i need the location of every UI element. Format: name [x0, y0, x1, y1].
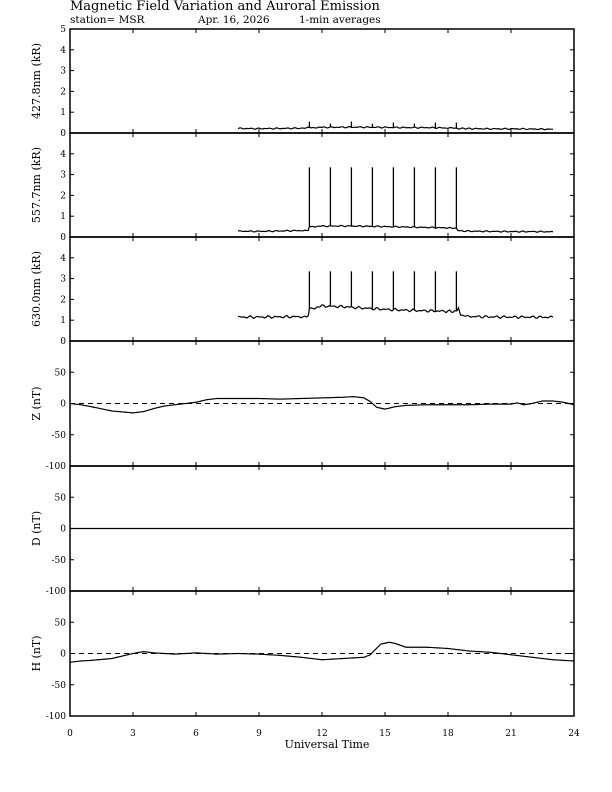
x-tick-label: 9	[256, 729, 262, 739]
x-tick-label: 0	[67, 729, 73, 739]
y-tick-label: 0	[60, 399, 66, 410]
y-axis-label: 427.8nm (kR)	[30, 42, 43, 120]
y-tick-label: 3	[60, 170, 66, 181]
panel-Z	[30, 341, 574, 472]
chart-title: Magnetic Field Variation and Auroral Emission	[70, 0, 380, 14]
y-tick-label: 0	[60, 129, 66, 139]
x-tick-label: 21	[505, 729, 517, 739]
y-tick-label: 0	[60, 337, 66, 347]
y-tick-label: 50	[54, 368, 66, 379]
panel-557.7nm	[30, 133, 574, 243]
y-tick-label: 4	[60, 253, 66, 264]
x-axis-label: Universal Time	[284, 738, 370, 751]
y-tick-label: 0	[60, 524, 66, 535]
x-tick-label: 3	[130, 729, 136, 739]
y-axis-label: 630.0nm (kR)	[30, 250, 43, 328]
y-axis-label: 557.7nm (kR)	[30, 146, 43, 224]
data-series-line	[70, 642, 574, 662]
y-tick-label: 3	[60, 66, 66, 77]
y-tick-label: 0	[60, 233, 66, 243]
data-series-line	[70, 397, 574, 413]
y-axis-label: Z (nT)	[30, 386, 43, 421]
panel-D	[30, 466, 574, 597]
date-label: Apr. 16, 2026	[198, 14, 270, 26]
data-series-line	[238, 305, 553, 319]
station-label: station= MSR	[70, 14, 145, 26]
y-tick-label: 5	[60, 25, 66, 35]
y-tick-label: -50	[51, 430, 66, 441]
panels	[30, 25, 574, 722]
y-axis-label: D (nT)	[30, 510, 43, 547]
y-tick-label: 50	[54, 493, 66, 504]
y-tick-label: 1	[60, 108, 66, 119]
panel-H	[30, 591, 574, 722]
panel-frame	[70, 133, 574, 237]
y-tick-label: 1	[60, 316, 66, 327]
y-tick-label: -50	[51, 680, 66, 691]
y-tick-label: 2	[60, 87, 66, 98]
data-series-line	[238, 225, 553, 232]
y-tick-label: -50	[51, 555, 66, 566]
x-tick-label: 12	[316, 729, 328, 739]
panel-frame	[70, 29, 574, 133]
y-tick-label: 2	[60, 191, 66, 202]
panel-427.8nm	[30, 25, 574, 139]
y-tick-label: 3	[60, 274, 66, 285]
y-tick-label: -100	[45, 587, 66, 597]
x-tick-label: 18	[442, 729, 454, 739]
panel-630.0nm	[30, 237, 574, 347]
y-tick-label: 4	[60, 149, 66, 160]
y-tick-label: 4	[60, 45, 66, 56]
data-series-line	[238, 127, 553, 130]
y-tick-label: 2	[60, 295, 66, 306]
y-tick-label: 50	[54, 618, 66, 629]
averaging-label: 1-min averages	[299, 14, 381, 26]
y-tick-label: -100	[45, 462, 66, 472]
x-tick-label: 15	[379, 729, 391, 739]
panel-frame	[70, 237, 574, 341]
y-tick-label: 0	[60, 649, 66, 660]
y-tick-label: 1	[60, 212, 66, 223]
x-tick-label: 24	[568, 729, 580, 739]
x-tick-label: 6	[193, 729, 199, 739]
y-axis-label: H (nT)	[30, 635, 43, 672]
y-tick-label: -100	[45, 712, 66, 722]
